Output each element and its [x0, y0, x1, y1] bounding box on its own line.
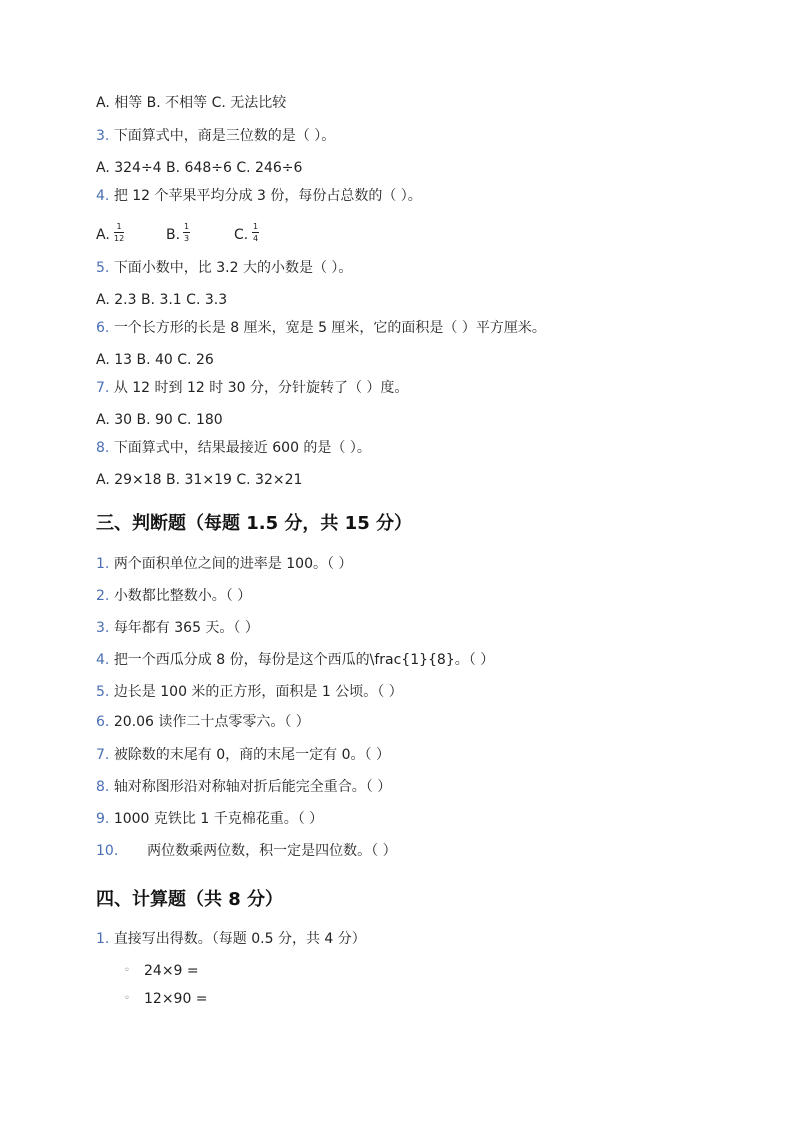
judgement-item [96, 778, 391, 796]
judgement-item [96, 746, 390, 764]
question-4 [96, 187, 422, 205]
numerator: 1 [252, 222, 259, 231]
fraction [114, 222, 124, 243]
question-text: 直接写出得数。（每题 0.5 分，共 4 分） [113, 931, 366, 947]
question-text: 下面算式中，结果最接近 600 的是（ ）。 [113, 440, 371, 456]
question-text: 下面小数中，比 3.2 大的小数是（ ）。 [113, 260, 353, 276]
denominator: 4 [252, 234, 259, 243]
question-1 [96, 930, 366, 948]
item-number: 8. [96, 779, 110, 795]
item-text: 把一个西瓜分成 8 份，每份是这个西瓜的\frac{1}{8}。（ ） [113, 652, 495, 668]
judgement-item [96, 587, 251, 605]
judgement-item [96, 713, 310, 731]
judgement-item [96, 651, 494, 669]
question-number: 4. [96, 188, 110, 204]
question-7 [96, 379, 408, 397]
item-text: 1000 克铁比 1 千克棉花重。（ ） [113, 811, 324, 827]
item-text: 小数都比整数小。（ ） [113, 588, 252, 604]
judgement-item [96, 555, 352, 573]
item-text: 被除数的末尾有 0，商的末尾一定有 0。（ ） [113, 747, 390, 763]
numerator: 1 [116, 222, 122, 231]
q7-options: A. 30 B. 90 C. 180 [96, 412, 223, 428]
fraction [183, 222, 190, 243]
item-text: 两位数乘两位数，积一定是四位数。（ ） [147, 843, 397, 859]
bullet-icon: ◦ [124, 993, 130, 1004]
fraction-bar [252, 232, 259, 233]
item-text: 两个面积单位之间的进率是 100。（ ） [113, 556, 353, 572]
item-number: 4. [96, 652, 110, 668]
option-label: B. [166, 227, 181, 243]
item-text: 20.06 读作二十点零零六。（ ） [113, 714, 310, 730]
q8-options: A. 29×18 B. 31×19 C. 32×21 [96, 472, 303, 488]
item-number: 6. [96, 714, 110, 730]
bullet-icon: ◦ [124, 965, 130, 976]
question-text: 一个长方形的长是 8 厘米，宽是 5 厘米，它的面积是（ ）平方厘米。 [113, 320, 546, 336]
section-heading-judgement: 三、判断题（每题 1.5 分，共 15 分） [96, 513, 413, 534]
question-text: 把 12 个苹果平均分成 3 份，每份占总数的（ ）。 [113, 188, 422, 204]
item-text: 边长是 100 米的正方形，面积是 1 公顷。（ ） [113, 684, 403, 700]
question-number: 8. [96, 440, 110, 456]
question-text: 从 12 时到 12 时 30 分，分针旋转了（ ）度。 [113, 380, 409, 396]
question-number: 5. [96, 260, 110, 276]
item-number: 1. [96, 556, 110, 572]
item-number: 10. [96, 843, 119, 859]
question-number: 6. [96, 320, 110, 336]
question-number: 7. [96, 380, 110, 396]
judgement-item [96, 810, 323, 828]
section-heading-calculation: 四、计算题（共 8 分） [96, 889, 284, 910]
question-number: 1. [96, 931, 110, 947]
fraction-bar [114, 232, 124, 233]
fraction-bar [183, 232, 190, 233]
item-number: 7. [96, 747, 110, 763]
q3-options: A. 324÷4 B. 648÷6 C. 246÷6 [96, 160, 303, 176]
item-text: 每年都有 365 天。（ ） [113, 620, 259, 636]
judgement-item [96, 842, 397, 860]
judgement-item [96, 619, 259, 637]
item-number: 3. [96, 620, 110, 636]
numerator: 1 [183, 222, 190, 231]
calc-item: 24×9 = [144, 963, 199, 979]
fraction [252, 222, 259, 243]
denominator: 3 [183, 234, 190, 243]
calc-item: 12×90 = [144, 991, 208, 1007]
question-5 [96, 259, 352, 277]
question-3 [96, 127, 335, 145]
item-text: 轴对称图形沿对称轴对折后能完全重合。（ ） [113, 779, 392, 795]
question-6 [96, 319, 546, 337]
item-number: 9. [96, 811, 110, 827]
q5-options: A. 2.3 B. 3.1 C. 3.3 [96, 292, 228, 308]
item-number: 5. [96, 684, 110, 700]
item-number: 2. [96, 588, 110, 604]
option-label: C. [234, 227, 249, 243]
question-text: 下面算式中，商是三位数的是（ ）。 [113, 128, 336, 144]
question-8 [96, 439, 371, 457]
option-label: A. [96, 227, 110, 243]
q6-options: A. 13 B. 40 C. 26 [96, 352, 214, 368]
question-number: 3. [96, 128, 110, 144]
judgement-item [96, 683, 403, 701]
q2-options: A. 相等 B. 不相等 C. 无法比较 [96, 95, 287, 111]
denominator: 12 [114, 234, 125, 243]
